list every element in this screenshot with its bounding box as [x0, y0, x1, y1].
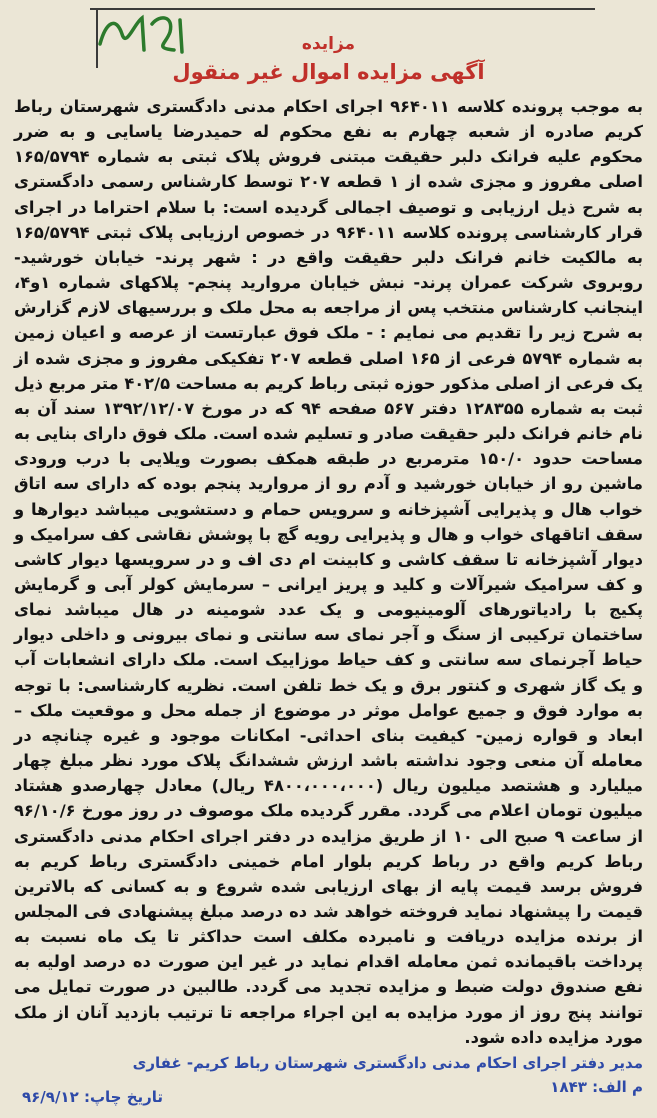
- notice-kicker: مزایده: [301, 34, 356, 54]
- notice-headline: آگهی مزایده اموال غیر منقول: [172, 60, 485, 84]
- top-border-rule: [90, 8, 595, 10]
- notice-signature: مدیر دفتر اجرای احکام مدنی دادگستری شهرستان رباط کریم- غفاری: [132, 1054, 643, 1072]
- print-date: تاریخ چاپ: ۹۶/۹/۱۲: [22, 1088, 164, 1106]
- file-number: م الف: ۱۸۴۳: [550, 1078, 643, 1096]
- notice-body: به موجب پرونده کلاسه ۹۶۴۰۱۱ اجرای احکام مدنی دادگستری شهرستان رباط کریم صادره از شعبه چهارم به نفع محکوم له حمیدرضا یاسایی و به ضرر محکوم علیه فرانک دلبر حقیقت مبتنی فروش پلاک ثبتی به شماره ۱۶۵/۵۷۹۴ اصلی مفروز و مجزی شده از ۱ قطعه ۲۰۷ توسط کارشناس رسمی دادگستری به شرح ذیل ارزیابی و توصیف اجمالی گردیده است: با سلام احتراما در اجرای قرار کارشناسی پرونده کلاسه ۹۶۴۰۱۱ در خصوص ارزیابی پلاک ثبتی ۱۶۵/۵۷۹۴ به مالکیت خانم فرانک دلبر حقیقت واقع در : شهر پرند- خیابان خورشید- روبروی شرکت عمران پرند- نبش خیابان مروارید پنجم- پلاکهای شماره ۱و۴، اینجانب کارشناس منتخب پس از مراجعه به محل ملک و بررسیهای لازم گزارش به شرح زیر را تقدیم می نمایم : - ملک فوق عبارتست از عرصه و اعیان زمین به شماره ۵۷۹۴ فرعی از ۱۶۵ اصلی قطعه ۲۰۷ تفکیکی مفروز و مجزی شده از یک فرعی از اصلی مذکور حوزه ثبتی رباط کریم به مساحت ۴۰۲/۵ متر مربع ذیل ثبت به شماره ۱۲۸۳۵۵ دفتر ۵۶۷ صفحه ۹۴ که در مورخ ۱۳۹۲/۱۲/۰۷ سند آن به نام خانم فرانک دلبر حقیقت صادر و تسلیم شده است. ملک فوق دارای بنایی به مساحت حدود ۱۵۰/۰ مترمربع در طبقه همکف بصورت ویلایی با درب ورودی ماشین رو از خیابان خورشید و آدم رو از مروارید پنجم بوده که دارای سه اتاق خواب هال و پذیرایی آشپزخانه و سرویس حمام و دستشویی میباشد دیوارها و سقف اتاقهای خواب و هال و پذیرایی رویه گچ با پوشش نقاشی کف سرامیک و دیوار آشپزخانه تا سقف کاشی و کابینت ام دی اف و در سرویسها دیوار کاشی و کف سرامیک شیرآلات و کلید و پریز ایرانی – سرمایش کولر آبی و گرمایش پکیج با رادیاتورهای آلومینیومی و یک عدد شومینه در هال میباشد نمای ساختمان ترکیبی از سنگ و آجر نمای سه سانتی و نمای بیرونی و داخلی دیوار حیاط آجرنمای سه سانتی و کف حیاط موزاییک است. ملک دارای انشعابات آب و یک گاز شهری و کنتور برق و یک خط تلفن است. نظریه کارشناسی: با توجه به موارد فوق و جمیع عوامل موثر در موضوع از جمله محل و موقعیت ملک –ابعاد و قواره زمین- کیفیت بنای احداثی- امکانات موجود و غیره چنانچه در معامله آن منعی وجود نداشته باشد ارزش ششدانگ پلاک مورد نظر مبلغ چهار میلیارد و هشتصد میلیون ریال (۴۸۰۰،۰۰۰،۰۰۰ ریال) معادل چهارصدو هشتاد میلیون تومان اعلام می گردد. مقرر گردیده ملک موصوف در روز مورخ ۹۶/۱۰/۶ از ساعت ۹ صبح الی ۱۰ از طریق مزایده در دفتر اجرای احکام مدنی دادگستری رباط کریم واقع در رباط کریم بلوار امام خمینی دادگستری رباط کریم به فروش برسد قیمت پایه از بهای ارزیابی شده شروع و به کسانی که بالاترین قیمت را پیشنهاد نماید فروخته خواهد شد ده درصد مبلغ پیشنهادی فی المجلس از برنده مزایده دریافت و نامبرده مکلف است حداکثر تا یک ماه نسبت به پرداخت باقیمانده ثمن معامله اقدام نماید در غیر این صورت ده درصد اولیه به نفع صندوق دولت ضبط و مزایده تجدید می گردد. طالبین در صورت تمایل می توانند پنج روز از مورد مزایده به این اجراء مراجعه تا ترتیب بازدید آنان از ملک مورد مزایده داده شود.: [14, 97, 643, 1047]
